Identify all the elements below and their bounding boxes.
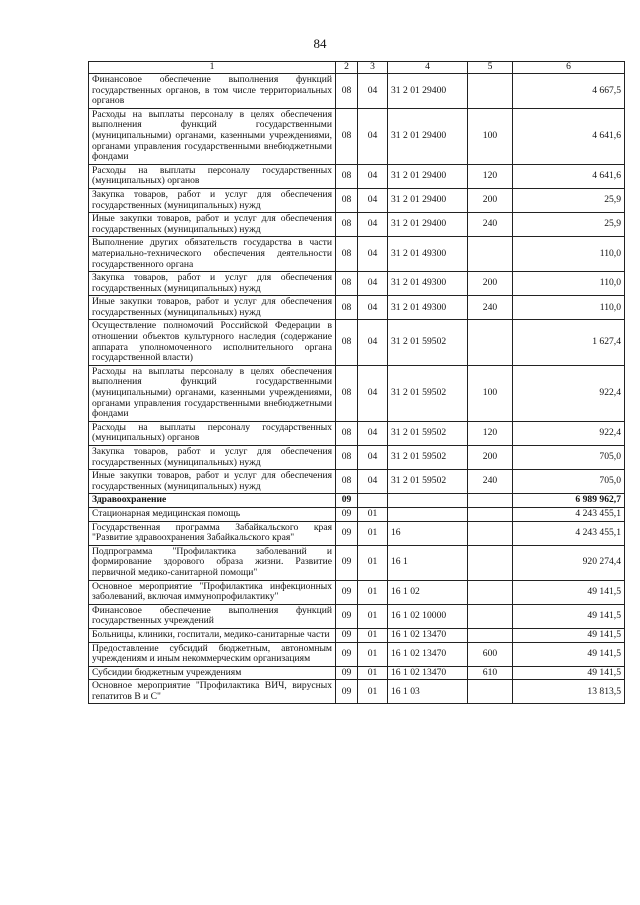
target-article-cell: 31 2 01 59502	[388, 365, 468, 421]
expense-name-cell: Государственная программа Забайкальского края "Развитие здравоохранения Забайкальского края"	[89, 521, 336, 545]
section-code-cell: 08	[336, 320, 358, 365]
table-row	[89, 320, 625, 365]
expense-name-cell: Закупка товаров, работ и услуг для обеспечения государственных (муниципальных) нужд	[89, 272, 336, 296]
table-row	[89, 108, 625, 164]
table-row	[89, 213, 625, 237]
subsection-code-cell: 04	[358, 296, 388, 320]
amount-cell: 25,9	[513, 188, 625, 212]
section-code-cell: 09	[336, 507, 358, 521]
table-row	[89, 296, 625, 320]
amount-cell: 13 813,5	[513, 680, 625, 704]
subsection-code-cell: 04	[358, 446, 388, 470]
header-cell-6: 6	[513, 62, 625, 74]
subsection-code-cell	[358, 494, 388, 508]
target-article-cell: 16 1 02	[388, 580, 468, 604]
section-code-cell: 08	[336, 164, 358, 188]
table-row	[89, 164, 625, 188]
expense-name-cell: Стационарная медицинская помощь	[89, 507, 336, 521]
section-code-cell: 09	[336, 628, 358, 642]
subsection-code-cell: 01	[358, 580, 388, 604]
target-article-cell: 16 1	[388, 545, 468, 580]
expense-type-cell: 240	[468, 213, 513, 237]
expense-name-cell: Основное мероприятие "Профилактика инфекционных заболеваний, включая иммунопрофилактику"	[89, 580, 336, 604]
table-header-row	[89, 62, 625, 74]
subsection-code-cell: 01	[358, 680, 388, 704]
target-article-cell: 31 2 01 29400	[388, 188, 468, 212]
subsection-code-cell: 01	[358, 642, 388, 666]
section-code-cell: 09	[336, 680, 358, 704]
subsection-code-cell: 01	[358, 628, 388, 642]
amount-cell: 4 641,6	[513, 164, 625, 188]
expense-name-cell: Закупка товаров, работ и услуг для обеспечения государственных (муниципальных) нужд	[89, 188, 336, 212]
amount-cell: 49 141,5	[513, 642, 625, 666]
expense-name-cell: Иные закупки товаров, работ и услуг для обеспечения государственных (муниципальных) нужд	[89, 213, 336, 237]
section-code-cell: 09	[336, 521, 358, 545]
target-article-cell: 31 2 01 49300	[388, 272, 468, 296]
target-article-cell: 16 1 02 10000	[388, 604, 468, 628]
amount-cell: 6 989 962,7	[513, 494, 625, 508]
table-row	[89, 521, 625, 545]
section-code-cell: 08	[336, 108, 358, 164]
subsection-code-cell: 01	[358, 545, 388, 580]
amount-cell: 110,0	[513, 296, 625, 320]
table-row	[89, 642, 625, 666]
target-article-cell: 31 2 01 29400	[388, 108, 468, 164]
amount-cell: 705,0	[513, 470, 625, 494]
expense-type-cell	[468, 521, 513, 545]
expense-type-cell	[468, 320, 513, 365]
section-code-cell: 08	[336, 446, 358, 470]
target-article-cell: 31 2 01 29400	[388, 213, 468, 237]
expense-name-cell: Расходы на выплаты персоналу государственных (муниципальных) органов	[89, 164, 336, 188]
section-code-cell: 08	[336, 365, 358, 421]
table-row	[89, 188, 625, 212]
expense-type-cell	[468, 74, 513, 109]
target-article-cell: 31 2 01 59502	[388, 470, 468, 494]
expense-type-cell: 120	[468, 421, 513, 445]
expense-name-cell: Расходы на выплаты персоналу государственных (муниципальных) органов	[89, 421, 336, 445]
expense-type-cell: 610	[468, 666, 513, 680]
expense-type-cell	[468, 580, 513, 604]
section-code-cell: 08	[336, 237, 358, 272]
subsection-code-cell: 04	[358, 237, 388, 272]
expense-name-cell: Подпрограмма "Профилактика заболеваний и формирование здорового образа жизни. Развитие первичной медико-санитарной помощи"	[89, 545, 336, 580]
amount-cell: 4 667,5	[513, 74, 625, 109]
amount-cell: 1 627,4	[513, 320, 625, 365]
amount-cell: 922,4	[513, 365, 625, 421]
subsection-code-cell: 04	[358, 108, 388, 164]
table-row	[89, 470, 625, 494]
subsection-code-cell: 04	[358, 272, 388, 296]
expense-name-cell: Здравоохранение	[89, 494, 336, 508]
expense-name-cell: Иные закупки товаров, работ и услуг для обеспечения государственных (муниципальных) нужд	[89, 296, 336, 320]
amount-cell: 110,0	[513, 272, 625, 296]
expense-name-cell: Финансовое обеспечение выполнения функций государственных органов, в том числе территориальных органов	[89, 74, 336, 109]
section-code-cell: 08	[336, 421, 358, 445]
target-article-cell	[388, 494, 468, 508]
expense-name-cell: Финансовое обеспечение выполнения функций государственных учреждений	[89, 604, 336, 628]
expense-name-cell: Предоставление субсидий бюджетным, автономным учреждениям и иным некоммерческим организациям	[89, 642, 336, 666]
subsection-code-cell: 04	[358, 188, 388, 212]
subsection-code-cell: 04	[358, 470, 388, 494]
section-code-cell: 08	[336, 296, 358, 320]
target-article-cell: 31 2 01 59502	[388, 320, 468, 365]
amount-cell: 110,0	[513, 237, 625, 272]
expense-name-cell: Выполнение других обязательств государства в части материально-технического обеспечения деятельности государственного органа	[89, 237, 336, 272]
subsection-code-cell: 01	[358, 666, 388, 680]
expense-type-cell: 200	[468, 272, 513, 296]
target-article-cell: 31 2 01 59502	[388, 421, 468, 445]
table-row	[89, 628, 625, 642]
expense-type-cell: 200	[468, 188, 513, 212]
expense-type-cell: 240	[468, 296, 513, 320]
expense-name-cell: Иные закупки товаров, работ и услуг для обеспечения государственных (муниципальных) нужд	[89, 470, 336, 494]
expense-type-cell: 100	[468, 365, 513, 421]
section-code-cell: 09	[336, 580, 358, 604]
table-row	[89, 666, 625, 680]
section-code-cell: 09	[336, 666, 358, 680]
amount-cell: 25,9	[513, 213, 625, 237]
table-row	[89, 421, 625, 445]
expense-type-cell	[468, 604, 513, 628]
section-code-cell: 09	[336, 494, 358, 508]
subsection-code-cell: 04	[358, 213, 388, 237]
target-article-cell: 16 1 02 13470	[388, 642, 468, 666]
table-row	[89, 604, 625, 628]
expense-type-cell	[468, 680, 513, 704]
table-row	[89, 494, 625, 508]
table-row	[89, 680, 625, 704]
table-row	[89, 272, 625, 296]
section-code-cell: 08	[336, 470, 358, 494]
amount-cell: 49 141,5	[513, 580, 625, 604]
section-code-cell: 09	[336, 604, 358, 628]
header-cell-5: 5	[468, 62, 513, 74]
section-code-cell: 09	[336, 545, 358, 580]
amount-cell: 49 141,5	[513, 604, 625, 628]
header-cell-4: 4	[388, 62, 468, 74]
expense-type-cell	[468, 507, 513, 521]
amount-cell: 920 274,4	[513, 545, 625, 580]
target-article-cell: 16	[388, 521, 468, 545]
subsection-code-cell: 01	[358, 604, 388, 628]
target-article-cell: 31 2 01 49300	[388, 237, 468, 272]
subsection-code-cell: 01	[358, 507, 388, 521]
budget-table	[88, 61, 625, 704]
expense-type-cell: 100	[468, 108, 513, 164]
amount-cell: 49 141,5	[513, 628, 625, 642]
subsection-code-cell: 04	[358, 164, 388, 188]
expense-type-cell	[468, 494, 513, 508]
amount-cell: 4 243 455,1	[513, 521, 625, 545]
table-row	[89, 74, 625, 109]
amount-cell: 922,4	[513, 421, 625, 445]
section-code-cell: 08	[336, 213, 358, 237]
expense-type-cell	[468, 237, 513, 272]
target-article-cell: 31 2 01 29400	[388, 164, 468, 188]
amount-cell: 705,0	[513, 446, 625, 470]
subsection-code-cell: 04	[358, 421, 388, 445]
target-article-cell: 16 1 03	[388, 680, 468, 704]
section-code-cell: 08	[336, 188, 358, 212]
expense-name-cell: Субсидии бюджетным учреждениям	[89, 666, 336, 680]
table-row	[89, 237, 625, 272]
target-article-cell	[388, 507, 468, 521]
expense-type-cell: 200	[468, 446, 513, 470]
subsection-code-cell: 04	[358, 365, 388, 421]
header-cell-1: 1	[89, 62, 336, 74]
target-article-cell: 31 2 01 59502	[388, 446, 468, 470]
page-number: 84	[313, 36, 327, 51]
header-cell-2: 2	[336, 62, 358, 74]
subsection-code-cell: 01	[358, 521, 388, 545]
section-code-cell: 09	[336, 642, 358, 666]
header-cell-3: 3	[358, 62, 388, 74]
expense-name-cell: Закупка товаров, работ и услуг для обеспечения государственных (муниципальных) нужд	[89, 446, 336, 470]
expense-name-cell: Осуществление полномочий Российской Федерации в отношении объектов культурного наследия (содержание аппарата уполномоченного исполнительного органа государственной власти)	[89, 320, 336, 365]
section-code-cell: 08	[336, 74, 358, 109]
expense-name-cell: Расходы на выплаты персоналу в целях обеспечения выполнения функций государственными (муниципальными) органами, казенными учреждениями, органами управления государственными внебюджетными фондами	[89, 365, 336, 421]
amount-cell: 4 641,6	[513, 108, 625, 164]
amount-cell: 4 243 455,1	[513, 507, 625, 521]
table-row	[89, 446, 625, 470]
expense-name-cell: Расходы на выплаты персоналу в целях обеспечения выполнения функций государственными (муниципальными) органами, казенными учреждениями, органами управления государственными внебюджетными фондами	[89, 108, 336, 164]
section-code-cell: 08	[336, 272, 358, 296]
table-row	[89, 365, 625, 421]
amount-cell: 49 141,5	[513, 666, 625, 680]
expense-name-cell: Больницы, клиники, госпитали, медико-санитарные части	[89, 628, 336, 642]
target-article-cell: 16 1 02 13470	[388, 666, 468, 680]
subsection-code-cell: 04	[358, 74, 388, 109]
expense-type-cell	[468, 545, 513, 580]
target-article-cell: 31 2 01 29400	[388, 74, 468, 109]
expense-type-cell: 240	[468, 470, 513, 494]
table-row	[89, 545, 625, 580]
expense-type-cell	[468, 628, 513, 642]
subsection-code-cell: 04	[358, 320, 388, 365]
expense-name-cell: Основное мероприятие "Профилактика ВИЧ, вирусных гепатитов В и С"	[89, 680, 336, 704]
table-row	[89, 580, 625, 604]
target-article-cell: 31 2 01 49300	[388, 296, 468, 320]
table-body	[89, 74, 625, 704]
target-article-cell: 16 1 02 13470	[388, 628, 468, 642]
table-row	[89, 507, 625, 521]
expense-type-cell: 600	[468, 642, 513, 666]
expense-type-cell: 120	[468, 164, 513, 188]
